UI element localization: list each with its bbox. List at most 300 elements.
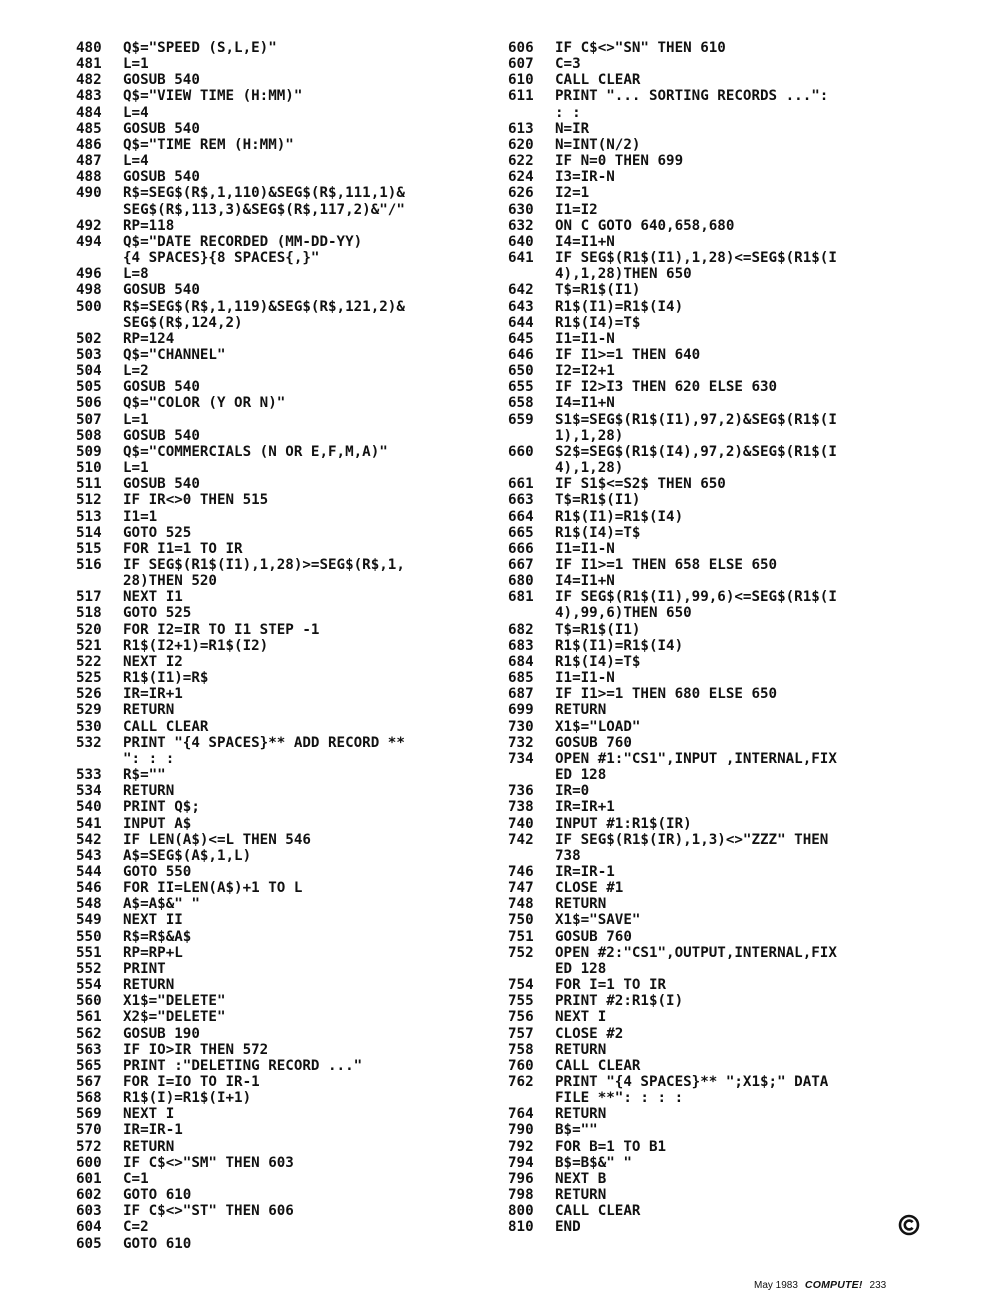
code-line: [508, 492, 928, 508]
line-code: I3=IR-N: [555, 169, 615, 186]
code-line: [508, 977, 928, 993]
line-code: FILE **": : : :: [555, 1090, 684, 1107]
line-code: {4 SPACES}{8 SPACES{,}": [123, 250, 320, 267]
line-number: 494: [76, 233, 102, 250]
line-code: R1$(I1)=R$: [123, 670, 209, 687]
code-line: [508, 670, 928, 686]
line-number: 502: [76, 330, 102, 347]
line-number: 560: [76, 993, 102, 1010]
line-number: 641: [508, 250, 534, 267]
basic-listing-right: [508, 40, 928, 1236]
code-line: [76, 783, 496, 799]
line-number: 510: [76, 460, 102, 477]
code-line: [508, 218, 928, 234]
code-line: [508, 1106, 928, 1122]
code-line: [76, 589, 496, 605]
code-line: [76, 816, 496, 832]
code-line: [76, 395, 496, 411]
code-line: [76, 1074, 496, 1090]
code-line: [508, 1026, 928, 1042]
code-line: [76, 1058, 496, 1074]
line-number: 482: [76, 72, 102, 89]
line-code: Q$="TIME REM (H:MM)": [123, 136, 294, 153]
code-line: [76, 1106, 496, 1122]
line-code: I1=I1-N: [555, 540, 615, 557]
line-code: Q$="CHANNEL": [123, 346, 226, 363]
line-number: 490: [76, 185, 102, 202]
line-code: IR=IR+1: [123, 686, 183, 703]
line-code: RP=124: [123, 330, 175, 347]
line-code: 4),99,6)THEN 650: [555, 605, 692, 622]
line-code: I2=I2+1: [555, 363, 615, 380]
code-line: [76, 428, 496, 444]
line-number: 548: [76, 896, 102, 913]
line-code: GOSUB 190: [123, 1025, 200, 1042]
code-line: [508, 169, 928, 185]
line-code: C=3: [555, 56, 581, 73]
line-code: Q$="COLOR (Y OR N)": [123, 395, 286, 412]
line-code: IF IR<>0 THEN 515: [123, 492, 269, 509]
line-number: 541: [76, 815, 102, 832]
line-number: 604: [76, 1219, 102, 1236]
line-code: END: [555, 1219, 581, 1236]
line-code: RETURN: [555, 1106, 607, 1123]
line-number: 751: [508, 928, 534, 945]
line-number: 487: [76, 153, 102, 170]
code-line: [508, 864, 928, 880]
code-line: [508, 234, 928, 250]
code-line: [508, 816, 928, 832]
line-number: 481: [76, 56, 102, 73]
code-line: [76, 363, 496, 379]
line-code: CLOSE #2: [555, 1025, 624, 1042]
line-code: RP=118: [123, 217, 175, 234]
line-number: 603: [76, 1203, 102, 1220]
code-line: [76, 105, 496, 121]
code-line: [76, 88, 496, 104]
code-line: [76, 72, 496, 88]
line-number: 601: [76, 1170, 102, 1187]
line-number: 685: [508, 670, 534, 687]
code-line: [76, 832, 496, 848]
code-line: [508, 541, 928, 557]
code-line: [508, 573, 928, 589]
code-line: [508, 347, 928, 363]
line-code: I1=I1-N: [555, 670, 615, 687]
line-number: 645: [508, 330, 534, 347]
line-code: X2$="DELETE": [123, 1009, 226, 1026]
code-line: [508, 961, 928, 977]
line-code: IR=IR+1: [555, 799, 615, 816]
line-number: 732: [508, 734, 534, 751]
code-line: [76, 686, 496, 702]
code-line: [76, 541, 496, 557]
code-line: [76, 492, 496, 508]
line-code: R$=R$&A$: [123, 928, 192, 945]
code-line: [76, 751, 496, 767]
code-line: [508, 282, 928, 298]
line-number: 521: [76, 637, 102, 654]
line-number: 624: [508, 169, 534, 186]
line-code: A$=A$&" ": [123, 896, 200, 913]
line-number: 687: [508, 686, 534, 703]
code-line: [508, 945, 928, 961]
line-number: [76, 202, 123, 218]
basic-listing-left: [76, 40, 496, 1252]
line-code: INPUT A$: [123, 815, 192, 832]
end-of-article-icon: [898, 1214, 920, 1236]
line-code: IF N=0 THEN 699: [555, 153, 684, 170]
code-line: [508, 1203, 928, 1219]
line-number: 508: [76, 427, 102, 444]
line-code: R$=SEG$(R$,1,110)&SEG$(R$,111,1)&: [123, 185, 405, 202]
line-number: 543: [76, 847, 102, 864]
code-line: [508, 832, 928, 848]
line-number: 644: [508, 314, 534, 331]
line-number: 730: [508, 718, 534, 735]
line-code: RETURN: [555, 1187, 607, 1204]
line-code: Q$="SPEED (S,L,E)": [123, 40, 277, 56]
line-number: [508, 460, 555, 476]
code-line: [508, 783, 928, 799]
code-line: [76, 912, 496, 928]
line-code: L=1: [123, 460, 149, 477]
line-number: 630: [508, 201, 534, 218]
line-code: IF I1>=1 THEN 680 ELSE 650: [555, 686, 778, 703]
line-code: OPEN #2:"CS1",OUTPUT,INTERNAL,FIX: [555, 944, 837, 961]
code-line: [76, 977, 496, 993]
line-code: Q$="VIEW TIME (H:MM)": [123, 88, 303, 105]
line-code: L=2: [123, 363, 149, 380]
line-code: X1$="SAVE": [555, 912, 641, 929]
line-number: [76, 573, 123, 589]
code-line: [76, 1139, 496, 1155]
page-number: 233: [869, 1280, 887, 1291]
line-code: IF SEG$(R1$(IR),1,3)<>"ZZZ" THEN: [555, 831, 829, 848]
line-number: 650: [508, 363, 534, 380]
code-line: [508, 1009, 928, 1025]
line-number: 610: [508, 72, 534, 89]
line-code: GOSUB 540: [123, 120, 200, 137]
line-number: 663: [508, 492, 534, 509]
line-number: 746: [508, 863, 534, 880]
line-code: NEXT B: [555, 1170, 607, 1187]
code-line: [76, 1009, 496, 1025]
line-number: 518: [76, 605, 102, 622]
line-number: [76, 250, 123, 266]
line-code: PRINT :"DELETING RECORD ...": [123, 1057, 363, 1074]
line-code: I2=1: [555, 185, 590, 202]
line-number: 602: [76, 1187, 102, 1204]
line-number: 552: [76, 960, 102, 977]
line-number: 683: [508, 637, 534, 654]
line-code: RETURN: [123, 1138, 175, 1155]
code-line: [76, 331, 496, 347]
line-number: 664: [508, 508, 534, 525]
line-number: 480: [76, 40, 102, 56]
line-number: 533: [76, 767, 102, 784]
line-number: 760: [508, 1057, 534, 1074]
line-code: CALL CLEAR: [123, 718, 209, 735]
code-line: [76, 1026, 496, 1042]
line-number: 570: [76, 1122, 102, 1139]
line-code: IF I1>=1 THEN 658 ELSE 650: [555, 557, 778, 573]
line-code: L=1: [123, 56, 149, 73]
code-line: [76, 929, 496, 945]
code-line: [76, 137, 496, 153]
line-number: 504: [76, 363, 102, 380]
line-number: 762: [508, 1074, 534, 1090]
code-line: [508, 1155, 928, 1171]
line-number: 800: [508, 1203, 534, 1220]
line-number: 643: [508, 298, 534, 315]
line-number: 506: [76, 395, 102, 412]
line-code: R1$(I1)=R1$(I4): [555, 637, 684, 654]
line-code: SEG$(R$,124,2): [123, 314, 243, 331]
line-code: IF C$<>"SM" THEN 603: [123, 1154, 294, 1171]
line-number: 665: [508, 524, 534, 541]
line-code: GOSUB 540: [123, 379, 200, 396]
code-line: [76, 56, 496, 72]
line-code: GOTO 525: [123, 524, 192, 541]
code-line: [508, 105, 928, 121]
code-line: [508, 719, 928, 735]
line-code: R$=SEG$(R$,1,119)&SEG$(R$,121,2)&: [123, 298, 405, 315]
line-code: NEXT II: [123, 912, 183, 929]
line-code: N=IR: [555, 120, 590, 137]
line-number: 756: [508, 1009, 534, 1026]
line-code: 4),1,28)THEN 650: [555, 266, 692, 283]
line-code: X1$="DELETE": [123, 993, 226, 1010]
line-code: FOR I=IO TO IR-1: [123, 1074, 260, 1090]
line-code: SEG$(R$,113,3)&SEG$(R$,117,2)&"/": [123, 201, 405, 218]
line-code: C=1: [123, 1170, 149, 1187]
line-code: A$=SEG$(A$,1,L): [123, 847, 252, 864]
line-number: 544: [76, 863, 102, 880]
line-number: [508, 266, 555, 282]
listing-column-left: [76, 40, 496, 1252]
line-number: 488: [76, 169, 102, 186]
issue-date: May 1983: [754, 1280, 798, 1291]
line-code: IR=IR-1: [123, 1122, 183, 1139]
line-number: 522: [76, 653, 102, 670]
line-code: GOSUB 540: [123, 169, 200, 186]
line-code: IF C$<>"ST" THEN 606: [123, 1203, 294, 1220]
line-code: IR=IR-1: [555, 863, 615, 880]
line-number: 530: [76, 718, 102, 735]
line-code: GOTO 525: [123, 605, 192, 622]
line-number: 534: [76, 783, 102, 800]
line-code: IF I2>I3 THEN 620 ELSE 630: [555, 379, 778, 396]
line-number: 498: [76, 282, 102, 299]
line-code: B$=B$&" ": [555, 1154, 632, 1171]
line-code: 738: [555, 847, 581, 864]
line-code: IF SEG$(R1$(I1),99,6)<=SEG$(R1$(I: [555, 589, 837, 606]
code-line: [508, 266, 928, 282]
code-line: [76, 40, 496, 56]
line-number: 532: [76, 734, 102, 751]
line-code: RP=RP+L: [123, 944, 183, 961]
code-line: [508, 1074, 928, 1090]
code-line: [508, 638, 928, 654]
line-code: FOR II=LEN(A$)+1 TO L: [123, 880, 303, 897]
code-line: [508, 912, 928, 928]
line-number: 542: [76, 831, 102, 848]
line-code: IF IO>IR THEN 572: [123, 1041, 269, 1058]
line-code: NEXT I1: [123, 589, 183, 606]
line-number: 620: [508, 136, 534, 153]
code-line: [76, 1090, 496, 1106]
code-line: [76, 299, 496, 315]
line-code: T$=R1$(I1): [555, 492, 641, 509]
line-number: [508, 767, 555, 783]
line-number: 613: [508, 120, 534, 137]
code-line: [508, 605, 928, 621]
line-number: 486: [76, 136, 102, 153]
line-number: 755: [508, 993, 534, 1010]
line-number: [508, 961, 555, 977]
line-number: 667: [508, 557, 534, 573]
code-line: [76, 880, 496, 896]
line-code: R1$(I1)=R1$(I4): [555, 508, 684, 525]
line-number: 699: [508, 702, 534, 719]
line-code: PRINT "{4 SPACES}** ADD RECORD **: [123, 734, 405, 751]
line-code: IF SEG$(R1$(I1),1,28)<=SEG$(R1$(I: [555, 250, 837, 267]
code-line: [76, 379, 496, 395]
code-line: [76, 945, 496, 961]
line-number: 611: [508, 88, 534, 105]
code-line: [76, 799, 496, 815]
line-number: 561: [76, 1009, 102, 1026]
line-number: 600: [76, 1154, 102, 1171]
line-code: FOR I=1 TO IR: [555, 977, 667, 994]
code-line: [76, 1155, 496, 1171]
code-line: [508, 202, 928, 218]
line-number: 529: [76, 702, 102, 719]
line-number: 483: [76, 88, 102, 105]
line-number: 622: [508, 153, 534, 170]
line-code: PRINT "... SORTING RECORDS ...":: [555, 88, 829, 105]
code-line: [76, 282, 496, 298]
line-number: 742: [508, 831, 534, 848]
code-line: [508, 121, 928, 137]
code-line: [508, 702, 928, 718]
line-code: R$="": [123, 767, 166, 784]
code-line: [508, 686, 928, 702]
line-number: 549: [76, 912, 102, 929]
line-code: GOTO 610: [123, 1187, 192, 1204]
code-line: [508, 428, 928, 444]
line-code: RETURN: [555, 1041, 607, 1058]
magazine-name: COMPUTE!: [804, 1279, 863, 1291]
line-number: 684: [508, 653, 534, 670]
line-number: 503: [76, 346, 102, 363]
line-number: 525: [76, 670, 102, 687]
line-number: 565: [76, 1057, 102, 1074]
code-line: [76, 525, 496, 541]
line-code: R1$(I4)=T$: [555, 314, 641, 331]
line-number: 605: [76, 1235, 102, 1252]
code-line: [76, 896, 496, 912]
line-number: 659: [508, 411, 534, 428]
line-code: I1=1: [123, 508, 158, 525]
code-line: [76, 557, 496, 573]
code-line: [508, 848, 928, 864]
code-line: [508, 880, 928, 896]
code-line: [508, 735, 928, 751]
line-number: 666: [508, 540, 534, 557]
line-code: FOR I2=IR TO I1 STEP -1: [123, 621, 320, 638]
line-number: 507: [76, 411, 102, 428]
code-line: [76, 993, 496, 1009]
line-code: IF SEG$(R1$(I1),1,28)>=SEG$(R$,1,: [123, 557, 405, 573]
code-line: [508, 1122, 928, 1138]
line-code: FOR I1=1 TO IR: [123, 540, 243, 557]
line-number: 790: [508, 1122, 534, 1139]
line-code: L=4: [123, 104, 149, 121]
line-number: 680: [508, 573, 534, 590]
line-number: 572: [76, 1138, 102, 1155]
line-number: 513: [76, 508, 102, 525]
code-line: [508, 476, 928, 492]
line-code: NEXT I: [555, 1009, 607, 1026]
code-line: [508, 993, 928, 1009]
line-code: RETURN: [123, 783, 175, 800]
code-line: [508, 509, 928, 525]
line-code: NEXT I: [123, 1106, 175, 1123]
line-number: 517: [76, 589, 102, 606]
line-number: 681: [508, 589, 534, 606]
line-number: [508, 428, 555, 444]
line-number: 550: [76, 928, 102, 945]
line-code: IR=0: [555, 783, 590, 800]
code-line: [508, 331, 928, 347]
line-number: 551: [76, 944, 102, 961]
line-number: 509: [76, 443, 102, 460]
code-line: [76, 266, 496, 282]
code-line: [76, 573, 496, 589]
line-code: RETURN: [123, 702, 175, 719]
line-number: 500: [76, 298, 102, 315]
code-line: [508, 1187, 928, 1203]
code-line: [508, 896, 928, 912]
line-number: [76, 315, 123, 331]
code-line: [508, 88, 928, 104]
code-line: [76, 702, 496, 718]
line-code: R1$(I)=R1$(I+1): [123, 1090, 252, 1107]
line-number: 740: [508, 815, 534, 832]
line-code: GOSUB 760: [555, 928, 632, 945]
line-number: 626: [508, 185, 534, 202]
line-code: PRINT Q$;: [123, 799, 200, 816]
line-number: 764: [508, 1106, 534, 1123]
code-line: [508, 929, 928, 945]
line-number: 747: [508, 880, 534, 897]
line-code: CALL CLEAR: [555, 1203, 641, 1220]
code-line: [508, 395, 928, 411]
code-line: [76, 735, 496, 751]
line-code: I1=I2: [555, 201, 598, 218]
line-code: PRINT #2:R1$(I): [555, 993, 684, 1010]
line-number: 607: [508, 56, 534, 73]
line-number: 736: [508, 783, 534, 800]
line-number: 546: [76, 880, 102, 897]
line-code: 28)THEN 520: [123, 573, 217, 590]
code-line: [508, 379, 928, 395]
line-number: 540: [76, 799, 102, 816]
line-code: RETURN: [555, 702, 607, 719]
code-line: [508, 185, 928, 201]
